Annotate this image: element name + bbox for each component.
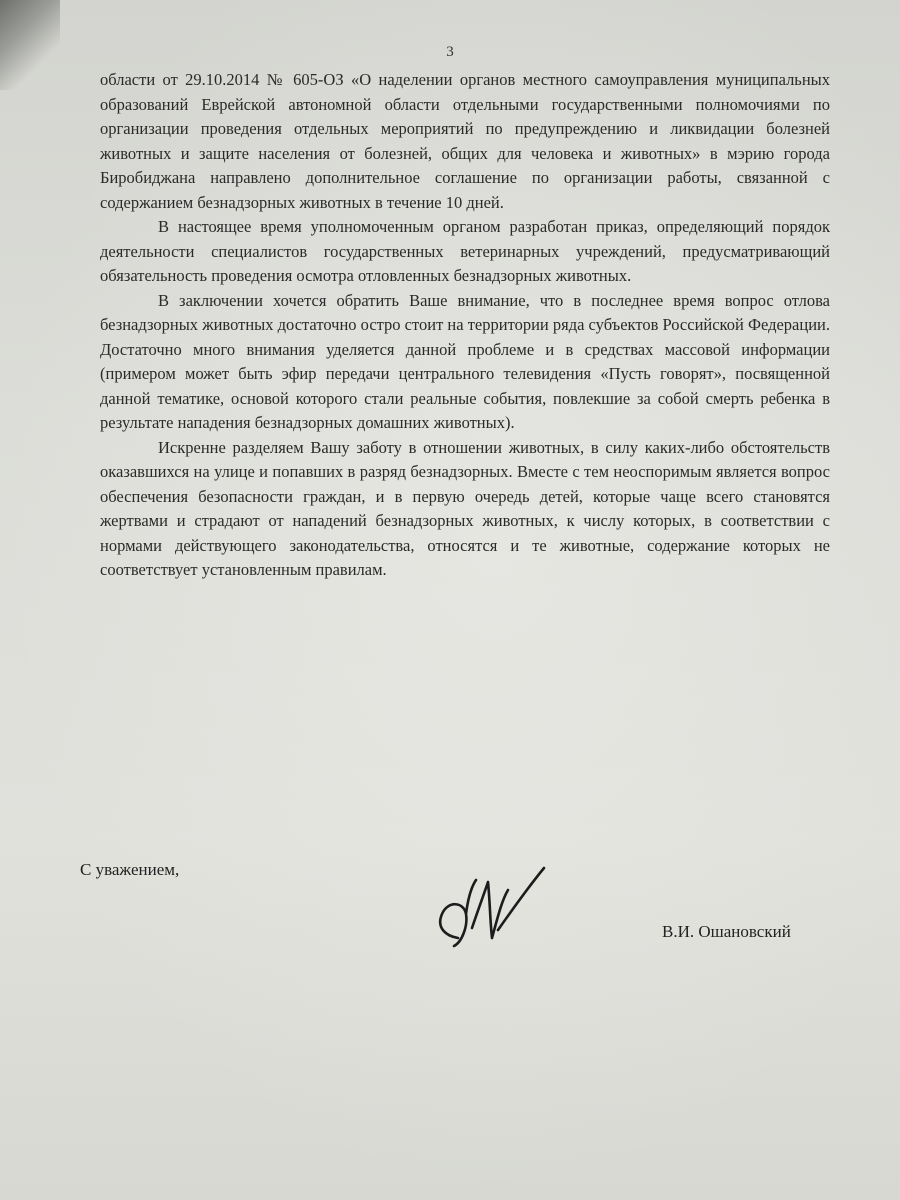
photo-corner-shadow <box>0 0 60 90</box>
signature-icon <box>428 850 558 960</box>
letter-body <box>100 68 830 583</box>
paragraph-concern: Искренне разделяем Вашу заботу в отношении животных, в силу каких-либо обстоятельств оказавшихся на улице и попавших в разряд безнадзорных. Вместе с тем неоспоримым является вопрос обеспечения безопасности граждан, и в первую очередь детей, которые чаще всего становятся жертвами и страдают от нападений безнадзорных животных, к числу которых, в соответствии с нормами действующего законодательства, относятся и те животные, содержание которых не соответствует установленным правилам. <box>100 437 830 579</box>
paragraph-continuation: области от 29.10.2014 № 605-ОЗ «О наделении органов местного самоуправления муниципальных образований Еврейской автономной области отдельными государственными полномочиями по организации проведения отдельных мероприятий по предупреждению и ликвидации болезней животных и защите населения от болезней, общих для человека и животных» в мэрию города Биробиджана направлено дополнительное соглашение по организации работы, связанной с содержанием безнадзорных животных в течение 10 дней. <box>100 70 830 212</box>
paragraph-conclusion: В заключении хочется обратить Ваше внимание, что в последнее время вопрос отлова безнадзорных животных достаточно остро стоит на территории ряда субъектов Российской Федерации. Достаточно много внимания уделяется данной проблеме и в средствах массовой информации (примером может быть эфир передачи центрального телевидения «Пусть говорят», посвященной данной тематике, основой которого стали реальные события, повлекшие за собой смерть ребенка в результате нападения безнадзорных домашних животных). <box>100 290 830 432</box>
closing-salutation: С уважением, <box>80 860 180 879</box>
paragraph-order: В настоящее время уполномоченным органом разработан приказ, определяющий порядок деятельности специалистов государственных ветеринарных учреждений, предусматривающий обязательность проведения осмотра отловленных безнадзорных животных. <box>100 217 830 285</box>
signer-name: В.И. Ошановский <box>662 922 791 941</box>
page-number: 3 <box>446 44 454 60</box>
